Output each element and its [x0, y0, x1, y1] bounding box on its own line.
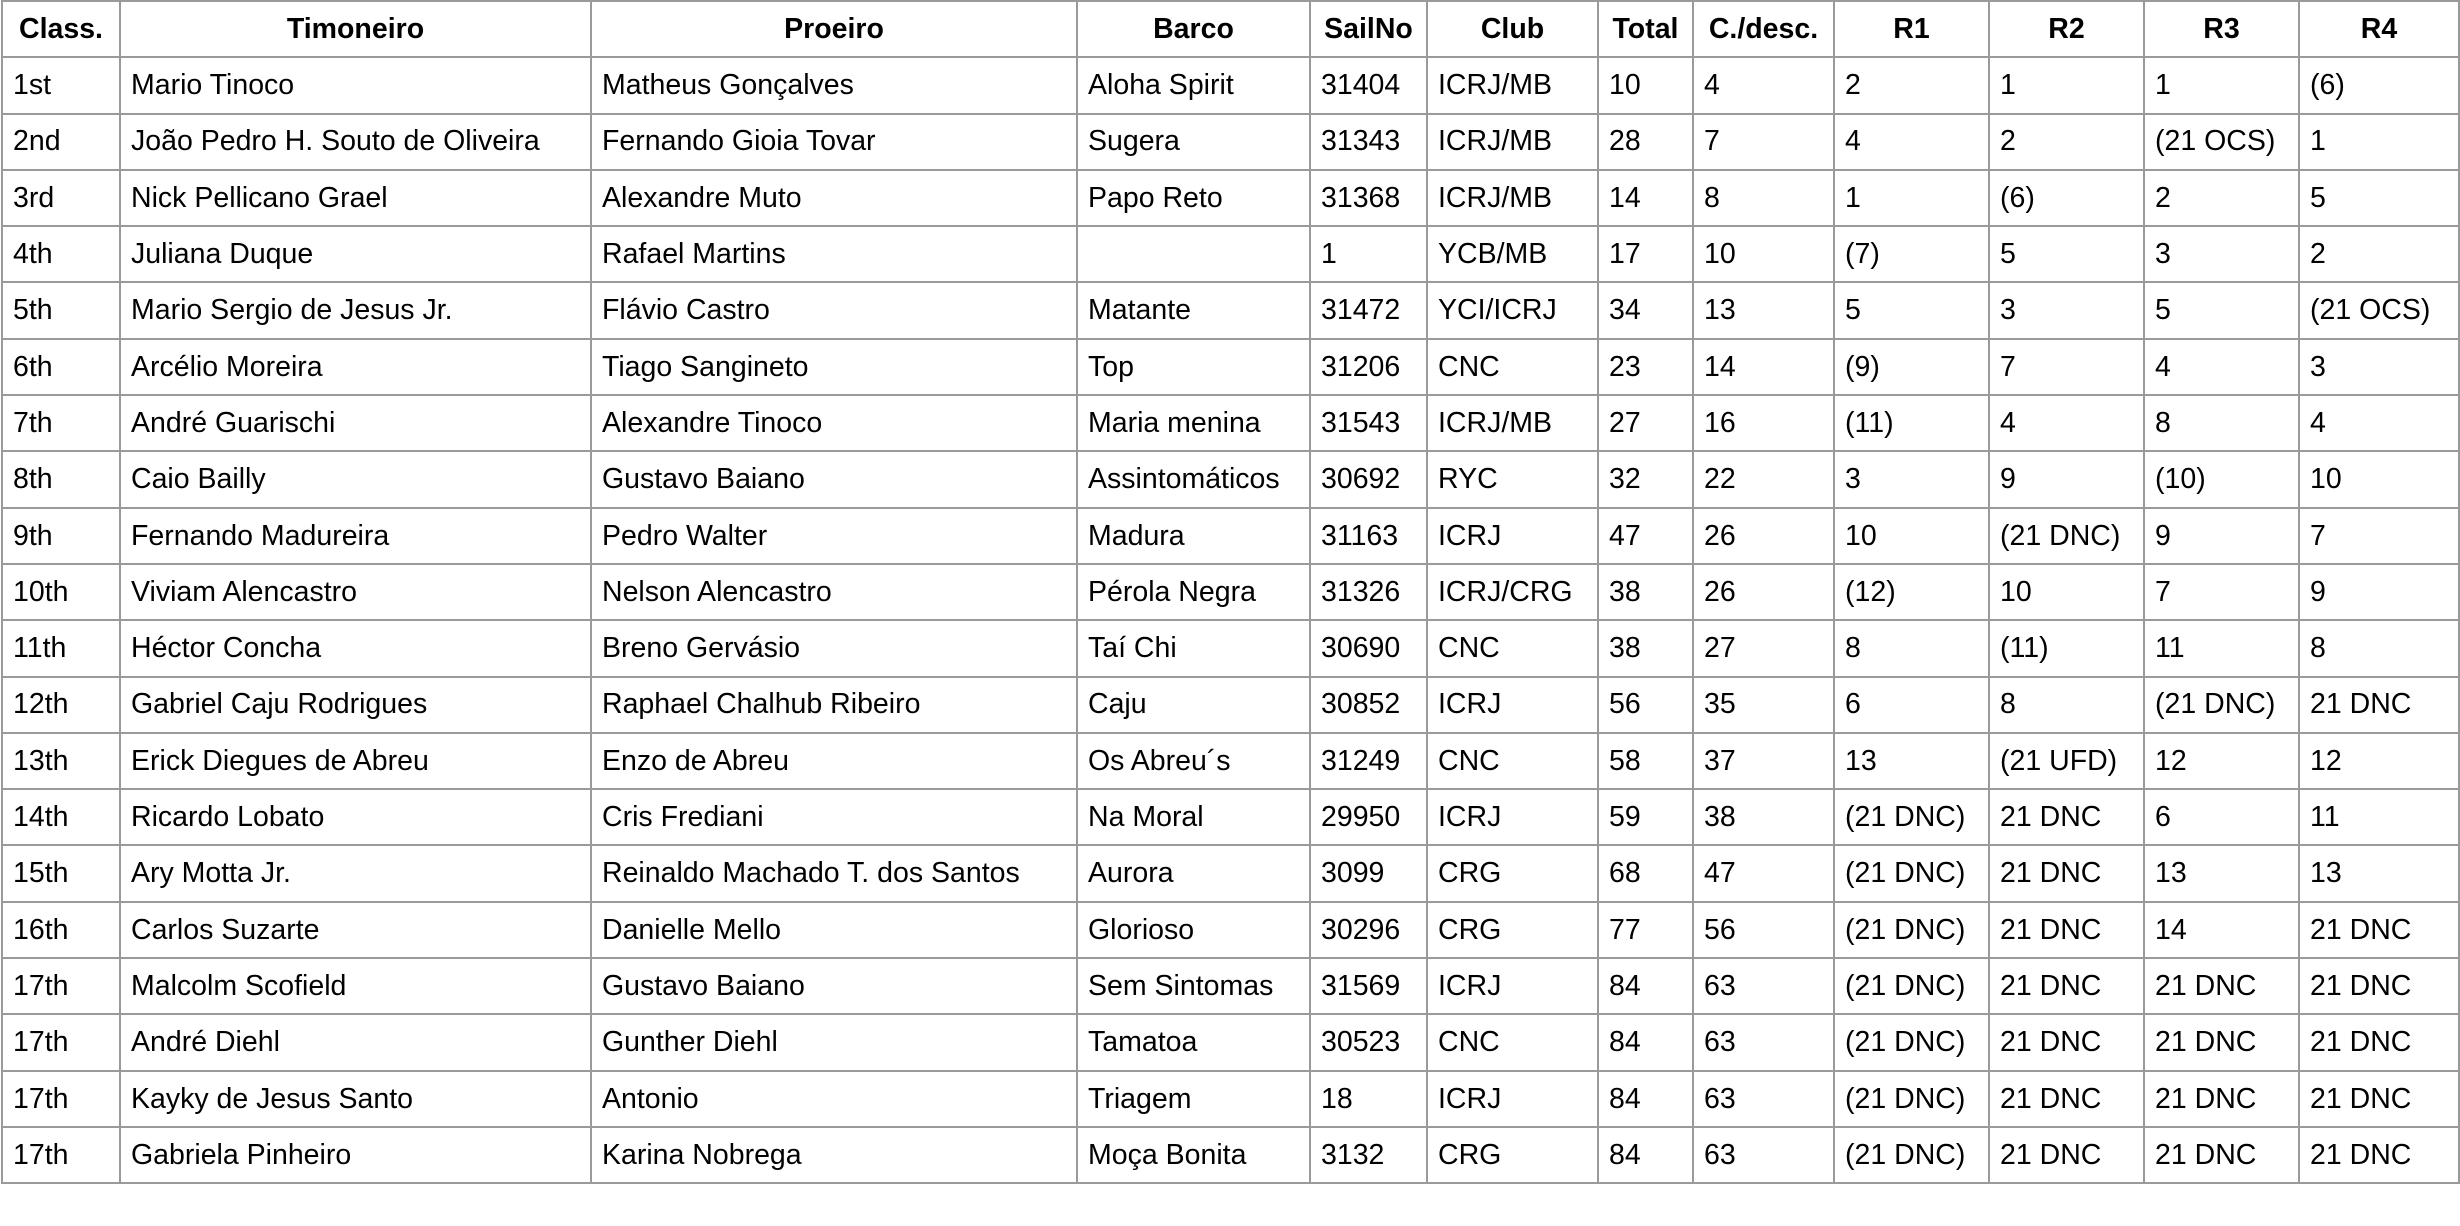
- cell-r3: 14: [2144, 902, 2299, 958]
- cell-proeiro: Rafael Martins: [591, 226, 1077, 282]
- cell-club: ICRJ: [1427, 508, 1598, 564]
- cell-r3: 12: [2144, 733, 2299, 789]
- cell-class: 10th: [2, 564, 120, 620]
- cell-proeiro: Gunther Diehl: [591, 1014, 1077, 1070]
- cell-c-desc: 63: [1693, 958, 1834, 1014]
- cell-proeiro: Alexandre Muto: [591, 170, 1077, 226]
- cell-r2: 3: [1989, 282, 2144, 338]
- cell-r4: 4: [2299, 395, 2459, 451]
- table-row: [2, 1071, 2459, 1127]
- cell-timoneiro: Carlos Suzarte: [120, 902, 591, 958]
- cell-class: 17th: [2, 1071, 120, 1127]
- cell-r1: 5: [1834, 282, 1989, 338]
- cell-barco: Taí Chi: [1077, 620, 1310, 676]
- cell-r3: 2: [2144, 170, 2299, 226]
- cell-total: 38: [1598, 620, 1693, 676]
- cell-proeiro: Cris Frediani: [591, 789, 1077, 845]
- cell-total: 17: [1598, 226, 1693, 282]
- cell-club: CRG: [1427, 845, 1598, 901]
- cell-barco: Top: [1077, 339, 1310, 395]
- cell-club: CNC: [1427, 620, 1598, 676]
- cell-c-desc: 56: [1693, 902, 1834, 958]
- cell-r3: 6: [2144, 789, 2299, 845]
- cell-total: 68: [1598, 845, 1693, 901]
- cell-class: 17th: [2, 958, 120, 1014]
- cell-timoneiro: Ary Motta Jr.: [120, 845, 591, 901]
- cell-sailno: 31163: [1310, 508, 1427, 564]
- cell-r4: 21 DNC: [2299, 1071, 2459, 1127]
- table-row: [2, 226, 2459, 282]
- cell-r2: 9: [1989, 451, 2144, 507]
- cell-club: RYC: [1427, 451, 1598, 507]
- cell-r1: (21 DNC): [1834, 845, 1989, 901]
- header-timoneiro: Timoneiro: [120, 1, 591, 57]
- cell-r2: 1: [1989, 57, 2144, 113]
- cell-sailno: 31206: [1310, 339, 1427, 395]
- cell-r2: 21 DNC: [1989, 1071, 2144, 1127]
- cell-r1: 1: [1834, 170, 1989, 226]
- cell-r4: 11: [2299, 789, 2459, 845]
- table-header: [2, 1, 2459, 57]
- cell-total: 84: [1598, 1127, 1693, 1183]
- cell-sailno: 3132: [1310, 1127, 1427, 1183]
- cell-total: 47: [1598, 508, 1693, 564]
- cell-r2: 21 DNC: [1989, 1014, 2144, 1070]
- table-row: [2, 620, 2459, 676]
- cell-r2: 21 DNC: [1989, 1127, 2144, 1183]
- cell-sailno: 31404: [1310, 57, 1427, 113]
- cell-c-desc: 16: [1693, 395, 1834, 451]
- cell-r2: (21 DNC): [1989, 508, 2144, 564]
- cell-r4: 9: [2299, 564, 2459, 620]
- cell-class: 17th: [2, 1014, 120, 1070]
- cell-proeiro: Karina Nobrega: [591, 1127, 1077, 1183]
- cell-barco: Madura: [1077, 508, 1310, 564]
- header-sailno: SailNo: [1310, 1, 1427, 57]
- cell-r2: 8: [1989, 677, 2144, 733]
- cell-proeiro: Enzo de Abreu: [591, 733, 1077, 789]
- cell-r1: 8: [1834, 620, 1989, 676]
- cell-proeiro: Reinaldo Machado T. dos Santos: [591, 845, 1077, 901]
- table-row: [2, 1014, 2459, 1070]
- cell-barco: [1077, 226, 1310, 282]
- cell-r2: 4: [1989, 395, 2144, 451]
- cell-r4: 2: [2299, 226, 2459, 282]
- cell-class: 12th: [2, 677, 120, 733]
- cell-club: YCB/MB: [1427, 226, 1598, 282]
- cell-proeiro: Alexandre Tinoco: [591, 395, 1077, 451]
- cell-proeiro: Danielle Mello: [591, 902, 1077, 958]
- cell-total: 84: [1598, 1014, 1693, 1070]
- cell-sailno: 18: [1310, 1071, 1427, 1127]
- cell-club: ICRJ/MB: [1427, 114, 1598, 170]
- cell-club: CNC: [1427, 339, 1598, 395]
- cell-r3: 21 DNC: [2144, 1127, 2299, 1183]
- cell-r3: 3: [2144, 226, 2299, 282]
- cell-r3: 1: [2144, 57, 2299, 113]
- cell-class: 3rd: [2, 170, 120, 226]
- cell-sailno: 30690: [1310, 620, 1427, 676]
- table-row: [2, 564, 2459, 620]
- cell-barco: Matante: [1077, 282, 1310, 338]
- cell-r4: (6): [2299, 57, 2459, 113]
- cell-club: ICRJ: [1427, 1071, 1598, 1127]
- cell-c-desc: 22: [1693, 451, 1834, 507]
- table-row: [2, 339, 2459, 395]
- cell-r1: 6: [1834, 677, 1989, 733]
- cell-club: ICRJ/MB: [1427, 57, 1598, 113]
- cell-club: ICRJ/MB: [1427, 170, 1598, 226]
- cell-class: 8th: [2, 451, 120, 507]
- table-row: [2, 282, 2459, 338]
- cell-class: 1st: [2, 57, 120, 113]
- cell-club: ICRJ: [1427, 958, 1598, 1014]
- cell-barco: Pérola Negra: [1077, 564, 1310, 620]
- cell-r3: 21 DNC: [2144, 1014, 2299, 1070]
- cell-total: 84: [1598, 958, 1693, 1014]
- cell-r3: 8: [2144, 395, 2299, 451]
- cell-proeiro: Gustavo Baiano: [591, 451, 1077, 507]
- cell-timoneiro: Malcolm Scofield: [120, 958, 591, 1014]
- cell-proeiro: Gustavo Baiano: [591, 958, 1077, 1014]
- cell-r2: 2: [1989, 114, 2144, 170]
- cell-r3: 13: [2144, 845, 2299, 901]
- header-total: Total: [1598, 1, 1693, 57]
- cell-r4: 1: [2299, 114, 2459, 170]
- cell-proeiro: Pedro Walter: [591, 508, 1077, 564]
- cell-timoneiro: Kayky de Jesus Santo: [120, 1071, 591, 1127]
- table-row: [2, 114, 2459, 170]
- cell-r2: (6): [1989, 170, 2144, 226]
- cell-r2: (21 UFD): [1989, 733, 2144, 789]
- header-club: Club: [1427, 1, 1598, 57]
- cell-sailno: 31249: [1310, 733, 1427, 789]
- cell-barco: Maria menina: [1077, 395, 1310, 451]
- cell-c-desc: 26: [1693, 508, 1834, 564]
- table-row: [2, 170, 2459, 226]
- cell-sailno: 30692: [1310, 451, 1427, 507]
- cell-c-desc: 8: [1693, 170, 1834, 226]
- cell-total: 32: [1598, 451, 1693, 507]
- cell-r4: 21 DNC: [2299, 1014, 2459, 1070]
- cell-sailno: 30852: [1310, 677, 1427, 733]
- cell-proeiro: Tiago Sangineto: [591, 339, 1077, 395]
- table-row: [2, 677, 2459, 733]
- cell-r4: 10: [2299, 451, 2459, 507]
- cell-r4: 7: [2299, 508, 2459, 564]
- cell-timoneiro: Erick Diegues de Abreu: [120, 733, 591, 789]
- cell-c-desc: 35: [1693, 677, 1834, 733]
- header-class: Class.: [2, 1, 120, 57]
- cell-barco: Sem Sintomas: [1077, 958, 1310, 1014]
- cell-class: 4th: [2, 226, 120, 282]
- header-c-desc: C./desc.: [1693, 1, 1834, 57]
- cell-barco: Caju: [1077, 677, 1310, 733]
- cell-total: 23: [1598, 339, 1693, 395]
- table-row: [2, 958, 2459, 1014]
- cell-barco: Glorioso: [1077, 902, 1310, 958]
- cell-total: 77: [1598, 902, 1693, 958]
- table-body: [2, 57, 2459, 1183]
- cell-r4: 21 DNC: [2299, 958, 2459, 1014]
- cell-sailno: 3099: [1310, 845, 1427, 901]
- cell-barco: Sugera: [1077, 114, 1310, 170]
- cell-r4: 8: [2299, 620, 2459, 676]
- cell-sailno: 31543: [1310, 395, 1427, 451]
- cell-r1: 10: [1834, 508, 1989, 564]
- cell-barco: Os Abreu´s: [1077, 733, 1310, 789]
- cell-class: 2nd: [2, 114, 120, 170]
- cell-total: 58: [1598, 733, 1693, 789]
- cell-timoneiro: Gabriel Caju Rodrigues: [120, 677, 591, 733]
- cell-timoneiro: Arcélio Moreira: [120, 339, 591, 395]
- cell-timoneiro: Gabriela Pinheiro: [120, 1127, 591, 1183]
- cell-barco: Triagem: [1077, 1071, 1310, 1127]
- cell-c-desc: 14: [1693, 339, 1834, 395]
- table-row: [2, 902, 2459, 958]
- cell-sailno: 31368: [1310, 170, 1427, 226]
- cell-proeiro: Fernando Gioia Tovar: [591, 114, 1077, 170]
- cell-class: 5th: [2, 282, 120, 338]
- cell-club: CNC: [1427, 1014, 1598, 1070]
- cell-barco: Assintomáticos: [1077, 451, 1310, 507]
- cell-barco: Tamatoa: [1077, 1014, 1310, 1070]
- cell-barco: Aurora: [1077, 845, 1310, 901]
- cell-r1: 3: [1834, 451, 1989, 507]
- cell-r1: (12): [1834, 564, 1989, 620]
- header-barco: Barco: [1077, 1, 1310, 57]
- cell-proeiro: Matheus Gonçalves: [591, 57, 1077, 113]
- cell-timoneiro: Mario Tinoco: [120, 57, 591, 113]
- cell-timoneiro: Ricardo Lobato: [120, 789, 591, 845]
- cell-club: CRG: [1427, 1127, 1598, 1183]
- cell-proeiro: Flávio Castro: [591, 282, 1077, 338]
- cell-r4: 21 DNC: [2299, 677, 2459, 733]
- cell-c-desc: 63: [1693, 1127, 1834, 1183]
- cell-class: 7th: [2, 395, 120, 451]
- table-row: [2, 845, 2459, 901]
- cell-total: 59: [1598, 789, 1693, 845]
- cell-timoneiro: Caio Bailly: [120, 451, 591, 507]
- cell-r4: 3: [2299, 339, 2459, 395]
- cell-r4: (21 OCS): [2299, 282, 2459, 338]
- cell-sailno: 1: [1310, 226, 1427, 282]
- header-r1: R1: [1834, 1, 1989, 57]
- cell-sailno: 31343: [1310, 114, 1427, 170]
- table-row: [2, 508, 2459, 564]
- cell-r1: 13: [1834, 733, 1989, 789]
- cell-club: YCI/ICRJ: [1427, 282, 1598, 338]
- cell-timoneiro: Viviam Alencastro: [120, 564, 591, 620]
- cell-total: 27: [1598, 395, 1693, 451]
- table-row: [2, 789, 2459, 845]
- cell-r1: (7): [1834, 226, 1989, 282]
- cell-r2: 10: [1989, 564, 2144, 620]
- cell-r3: 4: [2144, 339, 2299, 395]
- cell-club: CNC: [1427, 733, 1598, 789]
- cell-total: 10: [1598, 57, 1693, 113]
- header-r3: R3: [2144, 1, 2299, 57]
- cell-r3: 21 DNC: [2144, 958, 2299, 1014]
- cell-sailno: 31472: [1310, 282, 1427, 338]
- cell-barco: Na Moral: [1077, 789, 1310, 845]
- header-r2: R2: [1989, 1, 2144, 57]
- cell-r1: (21 DNC): [1834, 1071, 1989, 1127]
- cell-sailno: 30296: [1310, 902, 1427, 958]
- cell-c-desc: 7: [1693, 114, 1834, 170]
- cell-timoneiro: Juliana Duque: [120, 226, 591, 282]
- cell-club: CRG: [1427, 902, 1598, 958]
- cell-club: ICRJ: [1427, 677, 1598, 733]
- cell-r1: (21 DNC): [1834, 789, 1989, 845]
- cell-total: 56: [1598, 677, 1693, 733]
- cell-r1: 4: [1834, 114, 1989, 170]
- cell-total: 34: [1598, 282, 1693, 338]
- cell-r3: 5: [2144, 282, 2299, 338]
- cell-class: 16th: [2, 902, 120, 958]
- cell-club: ICRJ: [1427, 789, 1598, 845]
- cell-club: ICRJ/MB: [1427, 395, 1598, 451]
- cell-timoneiro: Nick Pellicano Grael: [120, 170, 591, 226]
- cell-c-desc: 13: [1693, 282, 1834, 338]
- cell-r1: (21 DNC): [1834, 902, 1989, 958]
- cell-total: 84: [1598, 1071, 1693, 1127]
- header-r4: R4: [2299, 1, 2459, 57]
- table-row: [2, 733, 2459, 789]
- cell-r1: (11): [1834, 395, 1989, 451]
- table-row: [2, 395, 2459, 451]
- cell-total: 14: [1598, 170, 1693, 226]
- cell-barco: Moça Bonita: [1077, 1127, 1310, 1183]
- cell-proeiro: Nelson Alencastro: [591, 564, 1077, 620]
- cell-timoneiro: André Diehl: [120, 1014, 591, 1070]
- cell-r2: 21 DNC: [1989, 845, 2144, 901]
- cell-proeiro: Raphael Chalhub Ribeiro: [591, 677, 1077, 733]
- cell-r4: 21 DNC: [2299, 1127, 2459, 1183]
- cell-proeiro: Antonio: [591, 1071, 1077, 1127]
- table-row: [2, 1127, 2459, 1183]
- cell-class: 17th: [2, 1127, 120, 1183]
- header-proeiro: Proeiro: [591, 1, 1077, 57]
- cell-class: 15th: [2, 845, 120, 901]
- cell-sailno: 31326: [1310, 564, 1427, 620]
- cell-class: 6th: [2, 339, 120, 395]
- cell-c-desc: 10: [1693, 226, 1834, 282]
- cell-timoneiro: João Pedro H. Souto de Oliveira: [120, 114, 591, 170]
- cell-timoneiro: Héctor Concha: [120, 620, 591, 676]
- cell-r3: 9: [2144, 508, 2299, 564]
- cell-r3: 7: [2144, 564, 2299, 620]
- cell-club: ICRJ/CRG: [1427, 564, 1598, 620]
- cell-c-desc: 27: [1693, 620, 1834, 676]
- cell-c-desc: 63: [1693, 1071, 1834, 1127]
- cell-sailno: 29950: [1310, 789, 1427, 845]
- cell-r3: (21 OCS): [2144, 114, 2299, 170]
- cell-r3: (21 DNC): [2144, 677, 2299, 733]
- cell-timoneiro: André Guarischi: [120, 395, 591, 451]
- cell-c-desc: 38: [1693, 789, 1834, 845]
- cell-class: 11th: [2, 620, 120, 676]
- cell-r4: 12: [2299, 733, 2459, 789]
- cell-c-desc: 4: [1693, 57, 1834, 113]
- cell-r4: 5: [2299, 170, 2459, 226]
- cell-r1: (9): [1834, 339, 1989, 395]
- cell-r4: 13: [2299, 845, 2459, 901]
- cell-r3: 11: [2144, 620, 2299, 676]
- cell-timoneiro: Mario Sergio de Jesus Jr.: [120, 282, 591, 338]
- cell-r4: 21 DNC: [2299, 902, 2459, 958]
- cell-r2: 7: [1989, 339, 2144, 395]
- cell-r2: 21 DNC: [1989, 789, 2144, 845]
- cell-r1: (21 DNC): [1834, 1014, 1989, 1070]
- cell-barco: Aloha Spirit: [1077, 57, 1310, 113]
- cell-c-desc: 26: [1693, 564, 1834, 620]
- cell-r2: (11): [1989, 620, 2144, 676]
- cell-timoneiro: Fernando Madureira: [120, 508, 591, 564]
- cell-r1: (21 DNC): [1834, 1127, 1989, 1183]
- cell-sailno: 30523: [1310, 1014, 1427, 1070]
- cell-barco: Papo Reto: [1077, 170, 1310, 226]
- cell-class: 14th: [2, 789, 120, 845]
- cell-total: 28: [1598, 114, 1693, 170]
- cell-class: 13th: [2, 733, 120, 789]
- cell-class: 9th: [2, 508, 120, 564]
- cell-r1: (21 DNC): [1834, 958, 1989, 1014]
- cell-r2: 21 DNC: [1989, 902, 2144, 958]
- cell-r2: 21 DNC: [1989, 958, 2144, 1014]
- table-row: [2, 451, 2459, 507]
- cell-c-desc: 47: [1693, 845, 1834, 901]
- cell-c-desc: 63: [1693, 1014, 1834, 1070]
- cell-r3: 21 DNC: [2144, 1071, 2299, 1127]
- results-table: [1, 0, 2460, 1184]
- cell-r1: 2: [1834, 57, 1989, 113]
- cell-sailno: 31569: [1310, 958, 1427, 1014]
- cell-total: 38: [1598, 564, 1693, 620]
- header-row: [2, 1, 2459, 57]
- cell-proeiro: Breno Gervásio: [591, 620, 1077, 676]
- cell-r2: 5: [1989, 226, 2144, 282]
- table-row: [2, 57, 2459, 113]
- cell-c-desc: 37: [1693, 733, 1834, 789]
- cell-r3: (10): [2144, 451, 2299, 507]
